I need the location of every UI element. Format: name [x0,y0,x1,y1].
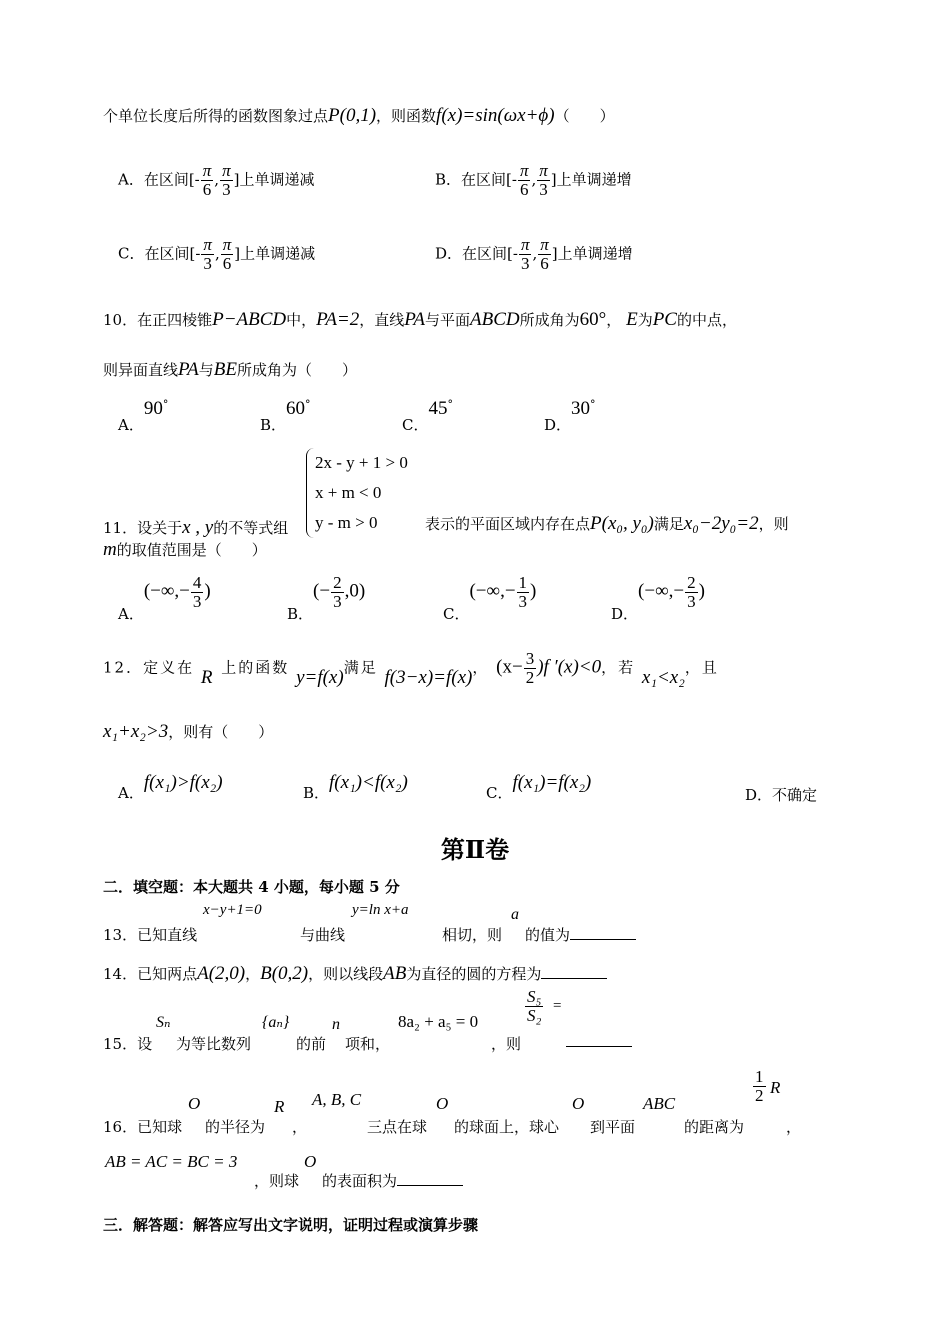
q15-text-b: 为等比数列 [176,1035,252,1053]
q10-text-l2c: 所成角为（ ） [237,361,358,379]
q12-cond2-pre: (x− [496,656,523,678]
q10-text-h: 的中点， [676,311,737,329]
q10-text-b: 中， [286,311,317,329]
q14-answer-blank[interactable] [541,964,607,979]
q10-c-val: 45 [428,398,448,419]
q14-line [103,964,607,984]
q16-text-e: 的球面上，球心 [454,1118,560,1136]
q9-func: f(x)=sin(ωx+ϕ) [436,105,555,126]
q14-text-a: 14．已知两点 [103,965,198,983]
q12-d-val: 不确定 [772,786,818,804]
q16-o4: O [304,1152,317,1171]
q9-c-tail: ]上单调递减 [234,244,316,263]
q16-equal-sides: AB = AC = BC = 3 [105,1152,238,1171]
q16-text-l2b: ，则球 [254,1172,300,1190]
q12-c-label: C． [486,784,513,802]
q12-func: y=f(x) [296,666,344,688]
q12-text-e: ，且 [684,658,719,677]
q10-pyramid: P−ABCD [212,309,287,330]
q9-b-label: B．在区间[- [435,170,517,189]
q9-mid: ，则函数 [376,107,437,125]
q13-answer-blank[interactable] [570,925,636,940]
q15-eq: = [553,998,562,1014]
q12-sum: x₁+x₂>3 [103,721,169,742]
q9-a-label: A．在区间[- [118,170,200,189]
q11-c-pre: (−∞,− [469,580,516,602]
q16-o1: O [188,1094,201,1113]
q10-text-g: 为 [637,311,653,329]
q12-r: R [200,666,215,688]
q11-b-frac: $\frac{2}{3}$ [333,573,342,611]
q10-e: E [626,309,638,330]
q10-option-a [118,398,169,434]
q16-plane-abc: ABC [643,1094,676,1113]
q12-option-c [486,772,592,802]
q12-option-d [745,784,817,805]
q9-b-frac2: $\frac{\pi}{3}$ [539,161,548,199]
q11-point: P(x₀, y₀) [590,513,654,534]
q11-d-post: ) [698,580,705,602]
q11-ineq-2: x + m < 0 [315,483,382,502]
q10-pa3: PA [178,359,199,380]
q12-line1 [103,650,719,687]
q11-text-d: 满足 [653,515,684,533]
q10-text-f: ， [606,311,622,329]
q12-b-val: f(x₁)<f(x₂) [329,772,408,793]
q10-text-a: 10．在正四棱锥 [103,311,213,329]
q11-text-b: 的不等式组 [213,519,289,537]
q11-d-label: D． [611,604,639,623]
q12-option-b [303,772,408,802]
q10-text-d: 与平面 [425,311,471,329]
q12-x1x2: x₁<x₂ [641,666,685,688]
q9-a-tail: ]上单调递减 [233,170,315,189]
q10-option-d [544,398,596,434]
q11-b-pre: (− [313,580,331,602]
q12-a-val: f(x₁)>f(x₂) [143,772,223,793]
q11-b-post: ,0) [344,580,366,602]
q15-answer-blank[interactable] [566,1032,632,1047]
q9-option-c: C．在区间[- $\frac{\pi}{3}$ , $\frac{\pi}{6}$ ]上单调递减 [118,235,316,273]
q10-line1 [103,310,737,330]
q12-text-l2b: ，则有（ ） [168,723,274,741]
q10-c-label: C． [402,416,429,434]
q13-text-c: 相切，则 [442,926,503,944]
q10-angle: 60° [579,309,607,330]
q16-text-h: ， [786,1118,802,1136]
q11-text-a: 11．设关于 [103,519,183,537]
q9-b-frac1: $\frac{\pi}{6}$ [519,161,529,199]
q10-d-val: 30 [571,398,591,419]
q11-a-post: ) [204,580,211,602]
q16-text-a: 16．已知球 [103,1118,183,1136]
q10-abcd: ABCD [470,309,520,330]
q16-text-f: 到平面 [590,1118,636,1136]
q15-cond: 8a₂ + a₅ = 0 [398,1012,479,1031]
q14-sep: ， [245,965,261,983]
q14-text-c: 为直径的圆的方程为 [406,965,542,983]
q11-inequality-system [306,448,408,538]
q9-b-tail: ]上单调递增 [550,170,632,189]
q14-text-b: ，则以线段 [308,965,384,983]
q12-option-a [118,772,223,802]
q11-m: m [103,539,117,560]
q16-o2: O [436,1094,449,1113]
q9-a-frac2: $\frac{\pi}{3}$ [222,161,231,199]
q10-text-l2a: 则异面直线 [103,361,179,379]
q16-half-r: R [770,1078,781,1097]
q16-half: $\frac{1}{2}$ [755,1067,764,1105]
q11-text-e: ，则 [758,515,789,533]
q16-answer-blank[interactable] [397,1171,463,1186]
q12-text-d: ，若 [601,658,636,677]
q10-c-deg: ° [447,398,453,411]
q15-frac: $\frac{\text{S₅}}{\text{S₂}}$ [527,987,542,1025]
q9-c-frac2: $\frac{\pi}{6}$ [222,235,232,273]
q11-line2 [103,540,267,560]
q11-option-b [287,573,366,623]
q15-s: Sₙ [156,1014,171,1031]
q13-text-d: 的值为 [525,924,636,945]
section2-heading: 二．填空题：本大题共 4 小题，每小题 5 分 [103,878,400,896]
q9-point: P(0,1) [328,105,377,126]
q15-n: n [332,1016,340,1033]
q11-option-a [118,573,211,623]
q9-line [103,106,615,126]
q9-d-label: D．在区间[- [435,244,518,263]
q9-option-b: B．在区间[- $\frac{\pi}{6}$ , $\frac{\pi}{3}$ ]上单调递增 [435,161,632,199]
q11-a-label: A． [118,604,144,623]
q12-line2 [103,722,273,742]
q12-comma: ， [472,658,490,677]
q9-d-tail: ]上单调递增 [551,244,633,263]
q9-prefix: 个单位长度后所得的函数图象过点 [103,107,329,125]
q10-pc: PC [652,309,677,330]
q15-text-c: 的前 [296,1035,327,1053]
q11-xy: x , y [182,517,214,538]
q10-d-label: D． [544,416,572,434]
q16-o3: O [572,1094,585,1113]
q16-r: R [274,1097,285,1116]
q16-text-c: ， [292,1118,308,1136]
q11-ineq-3: y - m > 0 [315,513,378,532]
q15-text-a: 15．设 [103,1035,153,1053]
q16-text-l2c: 的表面积为 [322,1170,463,1191]
q12-frac: $\frac{3}{2}$ [525,649,535,687]
q10-a-label: A． [118,416,144,434]
q12-c-val: f(x₁)=f(x₂) [512,772,592,793]
q9-d-frac1: $\frac{\pi}{3}$ [520,235,530,273]
q11-c-frac: $\frac{1}{3}$ [518,573,528,611]
q9-option-d: D．在区间[- $\frac{\pi}{3}$ , $\frac{\pi}{6}$ ]上单调递增 [435,235,633,273]
q10-pa2: PA [404,309,426,330]
q11-option-d [611,573,705,623]
q10-text-l2b: 与 [198,361,214,379]
q13-text-a: 13．已知直线 [103,926,198,944]
q12-cond2-post: )f ′(x)<0 [537,656,602,678]
q12-text-a: 12．定义在 [103,658,195,677]
q14-point-b: B(0,2) [260,963,309,984]
q13-text-b: 与曲线 [300,926,346,944]
q10-text-c: ，直线 [359,311,405,329]
q9-a-frac1: $\frac{\pi}{6}$ [202,161,212,199]
q16-text-g: 的距离为 [684,1118,745,1136]
q16-abc-points: A, B, C [312,1090,362,1109]
q11-b-label: B． [287,604,314,623]
q12-text-c: 满足 [343,658,378,677]
q12-cond1: f(3−x)=f(x) [384,666,473,688]
q12-a-label: A． [118,784,144,802]
q11-text-l2b: 的取值范围是（ ） [116,541,267,559]
q12-b-label: B． [303,784,330,802]
q12-d-label: D． [745,786,773,804]
q11-text-c: 表示的平面区域内存在点 [425,515,591,533]
q11-c-label: C． [443,604,470,623]
q10-text-e: 所成角为 [519,311,580,329]
q10-b-label: B． [260,416,287,434]
q15-an: {aₙ} [262,1014,290,1031]
q11-a-frac: $\frac{4}{3}$ [192,573,202,611]
q11-option-c [443,573,537,623]
q13-curve: y=ln x+a [352,902,409,918]
q13-line [103,924,197,945]
q15-text-e: ，则 [491,1035,522,1053]
q16-text-b: 的半径为 [205,1118,266,1136]
q11-ineq-1: 2x - y + 1 > 0 [315,453,408,472]
q11-a-pre: (−∞,− [143,580,190,602]
q11-d-frac: $\frac{2}{3}$ [687,573,696,611]
q10-b-val: 60 [286,398,306,419]
q9-c-label: C．在区间[- [118,244,201,263]
q10-pa: PA=2 [316,309,360,330]
q10-be: BE [213,359,238,380]
q10-option-b [260,398,311,434]
q9-option-a: A．在区间[- $\frac{\pi}{6}$ , $\frac{\pi}{3}$ ]上单调递减 [118,161,315,199]
q15-text-d: 项和， [345,1035,391,1053]
q10-option-c [402,398,453,434]
q11-c-post: ) [530,580,537,602]
q11-d-pre: (−∞,− [638,580,685,602]
section3-heading: 三．解答题：解答应写出文字说明，证明过程或演算步骤 [103,1216,479,1234]
q11-eq: x₀−2y₀=2 [683,513,759,534]
part2-title: 第Ⅱ卷 [440,835,510,864]
q10-b-deg: ° [305,398,311,411]
q13-var-a: a [511,906,519,923]
q9-paren: （ ） [554,107,615,125]
q10-line2 [103,360,357,380]
q9-c-frac1: $\frac{\pi}{3}$ [203,235,212,273]
q13-line-eq: x−y+1=0 [203,902,262,918]
q11-line1-right [425,513,789,535]
q12-text-b: 上的函数 [221,658,290,677]
q11-line1 [103,518,288,538]
q14-ab: AB [383,963,407,984]
q16-text-d: 三点在球 [367,1118,428,1136]
q10-a-val: 90 [143,398,163,419]
q9-d-frac2: $\frac{\pi}{6}$ [540,235,549,273]
q10-a-deg: ° [162,398,169,411]
q10-d-deg: ° [590,398,596,411]
q14-point-a: A(2,0) [197,963,246,984]
